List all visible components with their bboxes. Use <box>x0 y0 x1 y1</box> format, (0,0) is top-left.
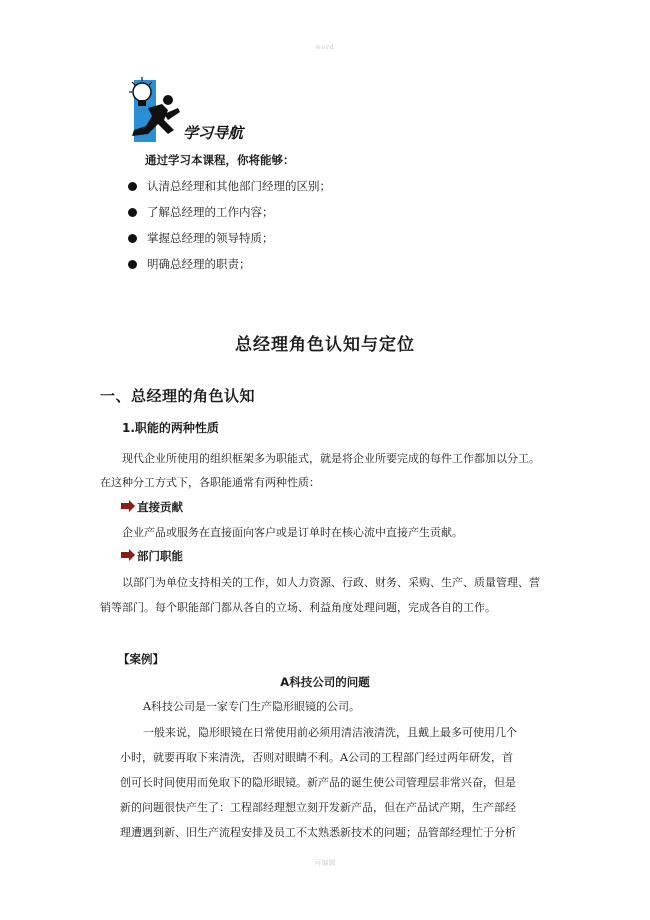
arrow-bullet-icon <box>120 500 136 512</box>
bullet-icon <box>128 260 137 269</box>
dept-function-label: 部门职能 <box>137 549 183 563</box>
subsection-heading: 1.职能的两种性质 <box>122 421 219 435</box>
direct-contribution-label: 直接贡献 <box>137 500 183 514</box>
bullet-icon <box>128 234 137 243</box>
document-title: 总经理角色认知与定位 <box>235 335 415 355</box>
case-line: A科技公司是一家专门生产隐形眼镜的公司。 <box>143 700 360 713</box>
page-header-mark: word <box>315 44 335 51</box>
goal-list <box>128 178 331 282</box>
nav-intro: 通过学习本课程，你将能够： <box>145 153 295 167</box>
case-label: 【案例】 <box>118 652 164 666</box>
paragraph-line: 以部门为单位支持相关的工作，如人力资源、行政、财务、采购、生产、质量管理、营 <box>122 576 540 589</box>
arrow-bullet-icon <box>120 549 136 561</box>
case-line: 新的问题很快产生了：工程部经理想立刻开发新产品，但在产品试产期，生产部经 <box>120 801 516 814</box>
bullet-icon <box>128 208 137 217</box>
paragraph-line: 在这种分工方式下，各职能通常有两种性质： <box>100 476 320 489</box>
page-footer-mark: 可编辑 <box>314 859 336 867</box>
section-heading: 一、总经理的角色认知 <box>100 387 256 405</box>
list-item: 认清总经理和其他部门经理的区别； <box>128 178 331 204</box>
case-line: 理遭遇到新、旧生产流程安排及员工不太熟悉新技术的问题；品管部经理忙于分析 <box>120 826 516 839</box>
list-item: 了解总经理的工作内容； <box>128 204 331 230</box>
list-item: 掌握总经理的领导特质； <box>128 230 331 256</box>
study-nav-title: 学习导航 <box>183 124 244 142</box>
paragraph-line: 现代企业所使用的组织框架多为职能式，就是将企业所要完成的每件工作都加以分工。 <box>122 452 540 465</box>
case-line: 创可长时间使用而免取下的隐形眼镜。新产品的诞生使公司管理层非常兴奋，但是 <box>120 776 516 789</box>
case-title: A科技公司的问题 <box>280 675 370 689</box>
case-line: 小时，就要再取下来清洗，否则对眼睛不利。A公司的工程部门经过两年研发，首 <box>120 751 513 764</box>
paragraph-line: 销等部门。每个职能部门都从各自的立场、利益角度处理问题，完成各自的工作。 <box>100 601 496 614</box>
list-item: 明确总经理的职责； <box>128 256 331 282</box>
lightbulb-runner-icon <box>118 74 188 142</box>
bullet-icon <box>128 182 137 191</box>
paragraph-line: 企业产品或服务在直接面向客户或是订单时在核心流中直接产生贡献。 <box>122 526 463 539</box>
case-line: 一般来说，隐形眼镜在日常使用前必须用清洁液清洗，且戴上最多可使用几个 <box>143 726 517 739</box>
